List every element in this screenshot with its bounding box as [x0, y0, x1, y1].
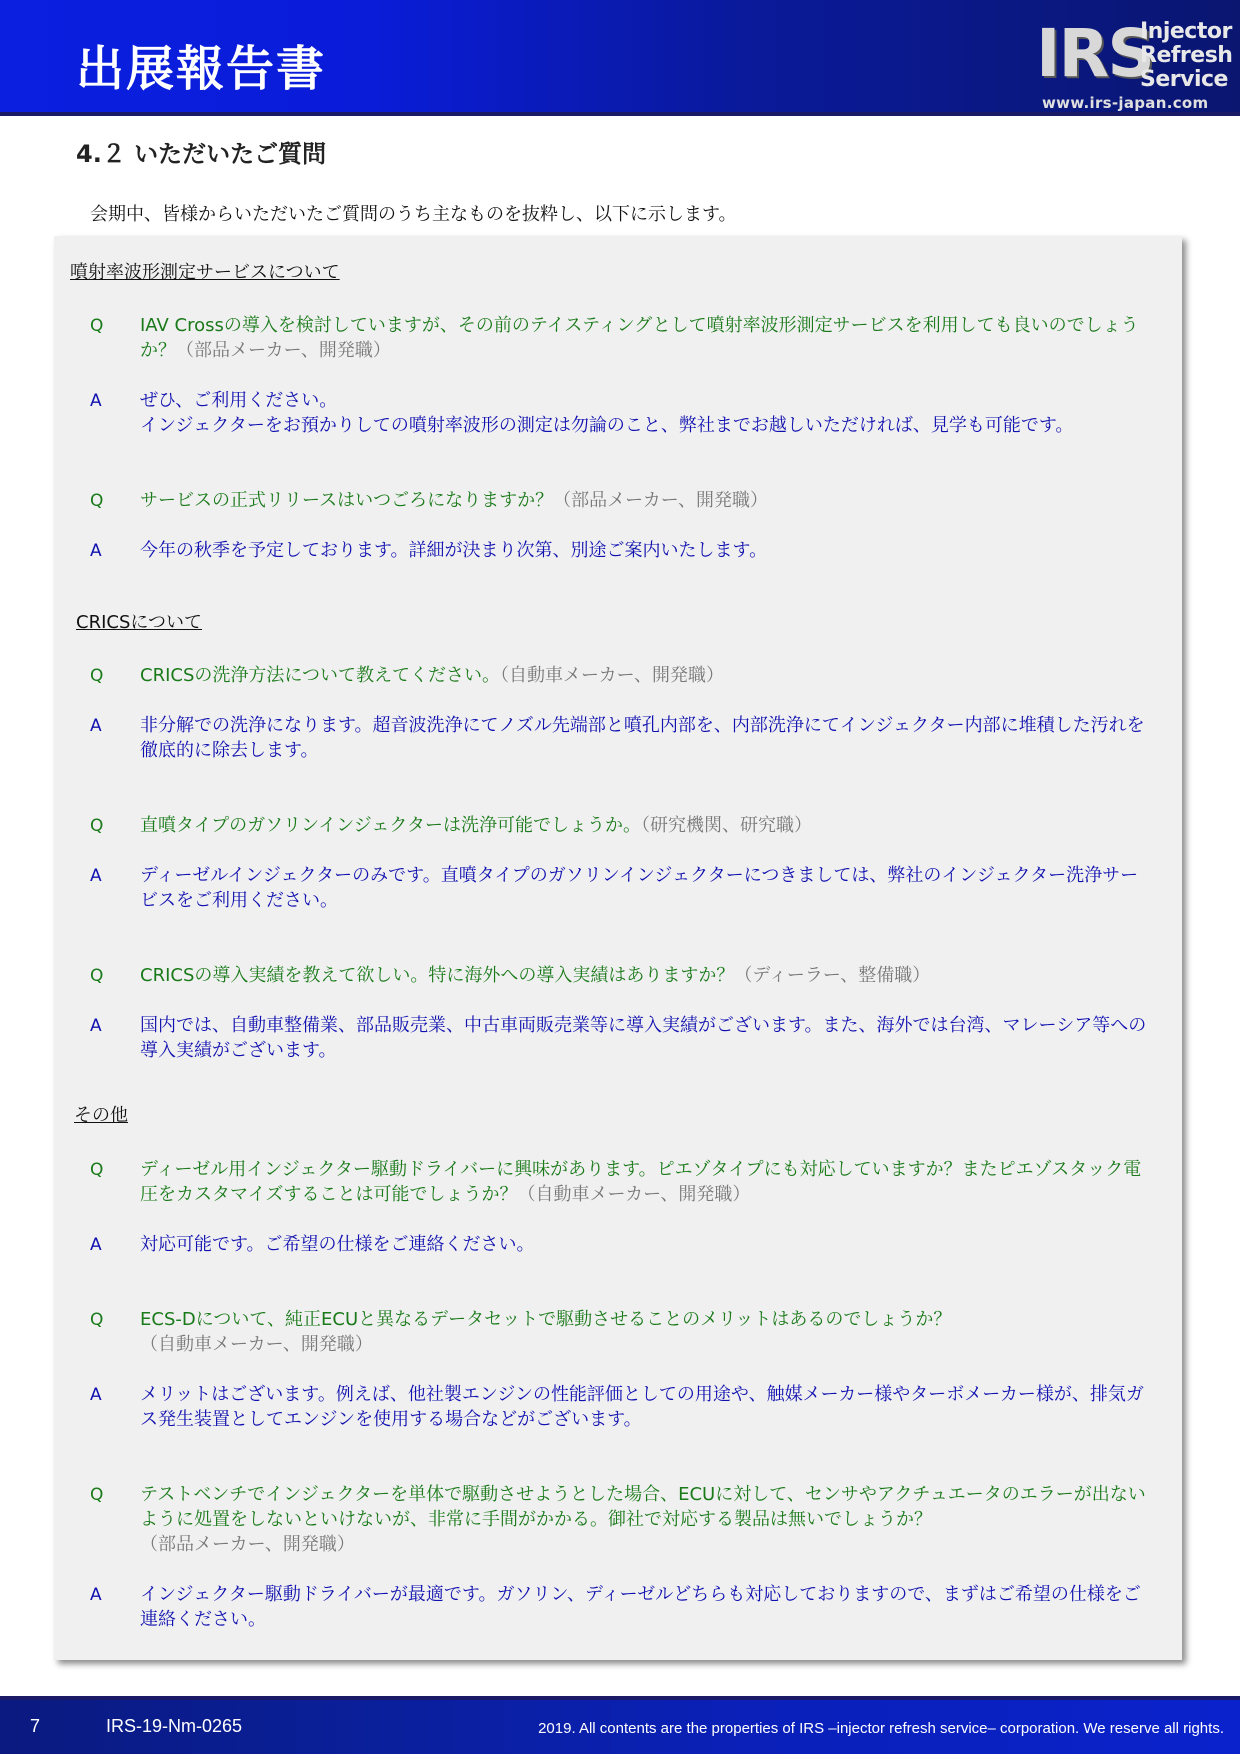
logo-line-injector: Injector	[1140, 19, 1232, 44]
asker-role: （自動車メーカー、開発職）	[140, 1334, 373, 1355]
question-body: ECS-Dについて、純正ECUと異なるデータセットで駆動させることのメリットはあるのでしょうか？	[140, 1309, 952, 1330]
question-body: サービスの正式リリースはいつごろになりますか？	[140, 490, 554, 511]
question-body: 直噴タイプのガソリンインジェクターは洗浄可能でしょうか。	[140, 815, 642, 836]
question-body: テストベンチでインジェクターを単体で駆動させようとした場合、ECUに対して、センサやアクチュエータのエラーが出ないように処置をしないといけないが、非常に手間がかかる。御社で対応する製品は無いでしょうか？	[140, 1484, 1146, 1530]
question-text	[140, 1157, 1150, 1207]
logo-line-refresh: Refresh	[1140, 43, 1233, 68]
question-mark: Q	[90, 1310, 104, 1330]
answer-text: ぜひ、ご利用ください。 インジェクターをお預かりしての噴射率波形の測定は勿論のこと、弊社までお越しいただければ、見学も可能です。	[140, 390, 1074, 436]
category-title: CRICSについて	[76, 612, 203, 633]
asker-role: （部品メーカー、開発職）	[140, 1534, 355, 1555]
question-mark: Q	[90, 966, 104, 986]
section-heading: 4.２ いただいたご質問	[76, 140, 327, 168]
answer-mark: A	[90, 1385, 102, 1405]
answer-mark: A	[90, 391, 102, 411]
question-text	[140, 488, 1150, 513]
answer-mark: A	[90, 1235, 102, 1255]
logo-irs-text: IRS	[1036, 15, 1153, 92]
document-title: 出展報告書	[76, 41, 327, 97]
answer-text: 非分解での洗浄になります。超音波洗浄にてノズル先端部と噴孔内部を、内部洗浄にてインジェクター内部に堆積した汚れを徹底的に除去します。	[140, 715, 1145, 761]
question-mark: Q	[90, 1160, 104, 1180]
asker-role: （自動車メーカー、開発職）	[500, 665, 724, 686]
answer-mark: A	[90, 1585, 102, 1605]
irs-logo	[1036, 15, 1233, 112]
question-text	[140, 1307, 1150, 1357]
answer-text: インジェクター駆動ドライバーが最適です。ガソリン、ディーゼルどちらも対応しておりますので、まずはご希望の仕様をご連絡ください。	[140, 1584, 1141, 1630]
qa-panel	[54, 236, 1182, 1660]
document-id: IRS-19-Nm-0265	[106, 1716, 243, 1736]
page-number: 7	[30, 1716, 41, 1736]
question-text	[140, 313, 1150, 363]
logo-service-name	[1140, 20, 1240, 92]
answer-text: 今年の秋季を予定しております。詳細が決まり次第、別途ご案内いたします。	[140, 540, 768, 561]
logo-url: www.irs-japan.com	[1042, 94, 1209, 112]
answer-mark: A	[90, 866, 102, 886]
question-body: CRICSの洗浄方法について教えてください。	[140, 665, 501, 686]
header-divider	[0, 112, 1240, 116]
question-mark: Q	[90, 816, 104, 836]
answer-text: ディーゼルインジェクターのみです。直噴タイプのガソリンインジェクターにつきましては、弊社のインジェクター洗浄サービスをご利用ください。	[140, 865, 1139, 911]
question-text	[140, 813, 1150, 838]
question-mark: Q	[90, 491, 104, 511]
section-intro: 会期中、皆様からいただいたご質問のうち主なものを抜粋し、以下に示します。	[90, 204, 737, 225]
answer-text: 国内では、自動車整備業、部品販売業、中古車両販売業等に導入実績がございます。また、海外では台湾、マレーシア等への導入実績がございます。	[140, 1015, 1147, 1061]
answer-text: メリットはございます。例えば、他社製エンジンの性能評価としての用途や、触媒メーカー様やターボメーカー様が、排気ガス発生装置としてエンジンを使用する場合などがございます。	[140, 1384, 1144, 1430]
question-text	[140, 963, 1150, 988]
category-title: その他	[74, 1105, 128, 1126]
question-mark: Q	[90, 316, 104, 336]
asker-role: （自動車メーカー、開発職）	[517, 1184, 751, 1205]
asker-role: （研究機関、研究職）	[641, 815, 813, 836]
answer-mark: A	[90, 716, 102, 736]
answer-mark: A	[90, 1016, 102, 1036]
category-title: 噴射率波形測定サービスについて	[70, 262, 340, 283]
question-mark: Q	[90, 1485, 104, 1505]
answer-text: 対応可能です。ご希望の仕様をご連絡ください。	[140, 1234, 535, 1255]
asker-role: （部品メーカー、開発職）	[176, 340, 391, 361]
answer-mark: A	[90, 541, 102, 561]
question-body: CRICSの導入実績を教えて欲しい。特に海外への導入実績はありますか？	[140, 965, 735, 986]
question-text	[140, 663, 1150, 688]
asker-role: （ディーラー、整備職）	[734, 965, 931, 986]
question-body: ディーゼル用インジェクター駆動ドライバーに興味があります。ピエゾタイプにも対応していますか？またピエゾスタック電圧をカスタマイズすることは可能でしょうか？	[140, 1159, 1142, 1205]
question-mark: Q	[90, 666, 104, 686]
copyright-notice: 2019. All contents are the properties of IRS –injector refresh service– corporation. We reserve all rights.	[538, 1720, 1224, 1737]
question-text	[140, 1482, 1150, 1557]
logo-line-service: Service	[1140, 67, 1228, 92]
question-body: IAV Crossの導入を検討していますが、その前のテイスティングとして噴射率波形測定サービスを利用しても良いのでしょうか？	[140, 315, 1139, 361]
asker-role: （部品メーカー、開発職）	[553, 490, 769, 511]
